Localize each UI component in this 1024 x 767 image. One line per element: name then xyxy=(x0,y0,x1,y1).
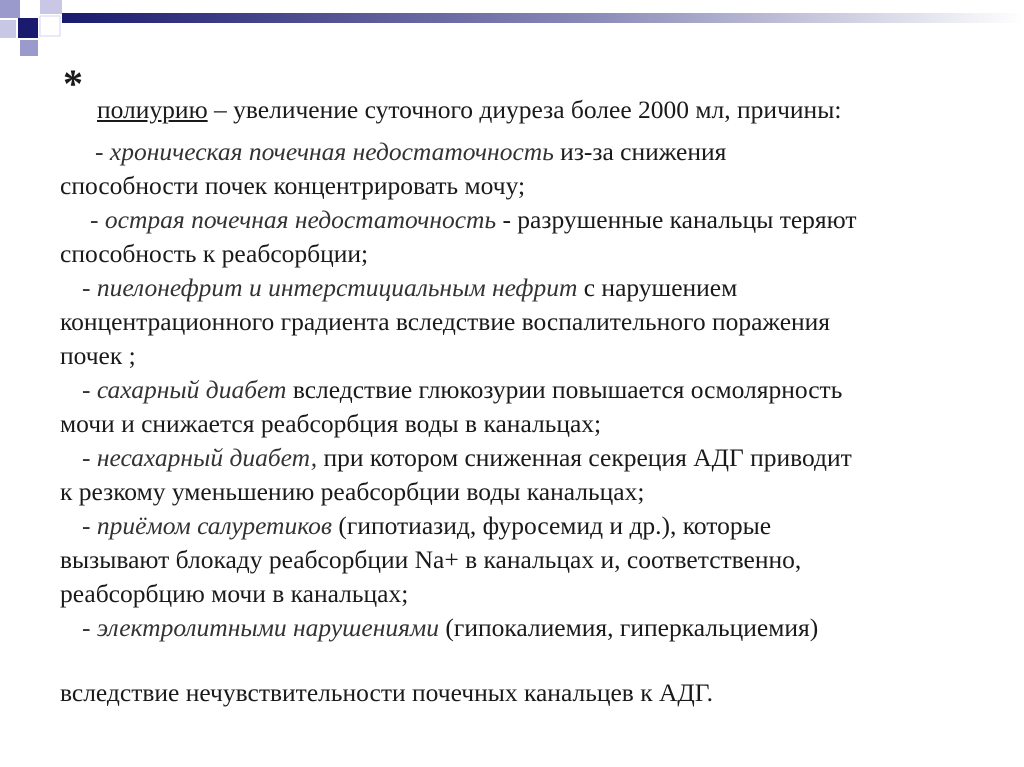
cause-prefix: - xyxy=(82,375,97,404)
cause-line xyxy=(82,271,737,305)
cause-text: - разрушенные канальцы теряют xyxy=(496,205,857,234)
cause-prefix: - xyxy=(95,137,110,166)
cause-name: острая почечная недостаточность xyxy=(104,205,497,234)
cause-text-continued: мочи и снижается реабсорбция воды в канальцах; xyxy=(60,409,602,438)
heading-term: полиурию xyxy=(97,95,208,124)
cause-name: несахарный диабет, xyxy=(96,443,318,472)
cause-text: вследствие глюкозурии повышается осмолярность xyxy=(286,375,843,404)
title-bar-decoration xyxy=(0,0,1024,60)
cause-text: (гипокалиемия, гиперкальциемия) xyxy=(439,613,819,642)
cause-name: сахарный диабет xyxy=(96,375,287,404)
cause-prefix: - xyxy=(90,205,105,234)
cause-text: с нарушением xyxy=(577,273,738,302)
cause-line xyxy=(82,373,842,407)
cause-text-continued: способность к реабсорбции; xyxy=(60,239,369,268)
cause-name: хроническая почечная недостаточность xyxy=(109,137,554,166)
cause-prefix: - xyxy=(82,443,97,472)
footer-text: вследствие нечувствительности почечных канальцев к АДГ. xyxy=(60,678,714,707)
heading-line xyxy=(97,93,841,127)
cause-line xyxy=(82,441,852,475)
heading-rest: – увеличение суточного диуреза более 2000 мл, причины: xyxy=(207,95,842,124)
cause-name: приёмом салуретиков xyxy=(96,511,332,540)
cause-text-continued: концентрационного градиента вследствие воспалительного поражения xyxy=(60,307,831,336)
cause-prefix: - xyxy=(82,273,97,302)
cause-line xyxy=(95,135,726,169)
cause-line xyxy=(82,611,818,645)
cause-prefix: - xyxy=(82,511,97,540)
cause-text-continued: вызывают блокаду реабсорбции Na+ в канальцах и, соответственно, xyxy=(60,545,802,574)
cause-text-continued: реабсорбцию мочи в канальцах; xyxy=(60,579,409,608)
cause-text: из-за снижения xyxy=(553,137,727,166)
cause-text: при котором сниженная секреция АДГ приводит xyxy=(317,443,852,472)
cause-text: (гипотиазид, фуросемид и др.), которые xyxy=(332,511,772,540)
cause-line xyxy=(90,203,857,237)
cause-name: пиелонефрит и интерстициальным нефрит xyxy=(96,273,578,302)
cause-prefix: - xyxy=(82,613,97,642)
cause-line xyxy=(82,509,771,543)
cause-text-continued: к резкому уменьшению реабсорбции воды канальцах; xyxy=(60,477,645,506)
cause-name: электролитными нарушениями xyxy=(96,613,440,642)
slide-bullet: * xyxy=(63,61,83,106)
cause-text-continued: почек ; xyxy=(60,341,136,370)
cause-text-continued: способности почек концентрировать мочу; xyxy=(60,171,526,200)
